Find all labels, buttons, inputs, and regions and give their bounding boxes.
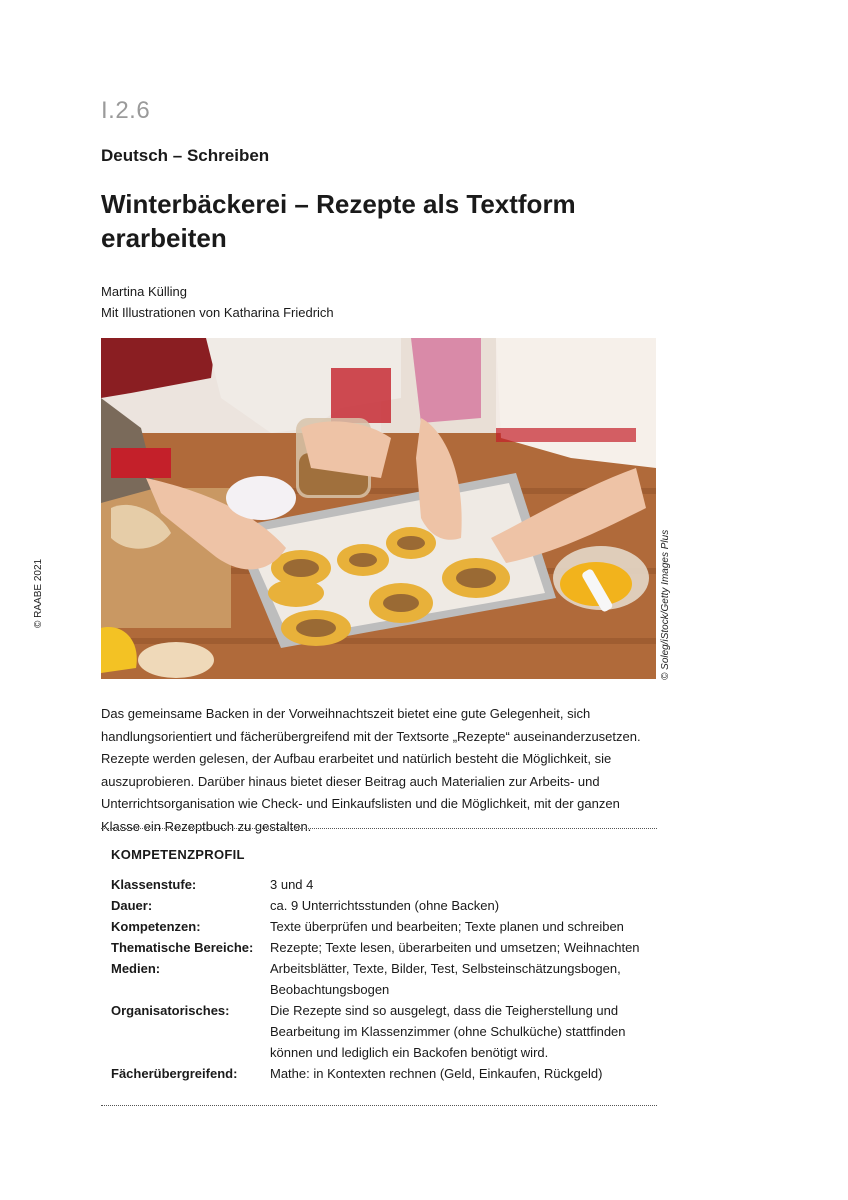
profile-row [111,874,651,895]
illustrator-credit: Mit Illustrationen von Katharina Friedrich [101,305,334,320]
author-name: Martina Külling [101,284,187,299]
author-block [101,281,334,323]
profile-key: Klassenstufe: [111,877,197,892]
profile-value: Die Rezepte sind so ausgelegt, dass die Teigherstellung und Bearbeitung im Klassenzimmer (ohne Schulküche) stattfinden können und lediglich ein Backofen benötigt wird. [270,1003,626,1060]
photo-credit: © Soleg/iStock/Getty Images Plus [660,529,671,680]
profile-key: Thematische Bereiche: [111,940,254,955]
profile-row [111,916,651,937]
profile-key: Dauer: [111,898,153,913]
profile-row [111,937,651,958]
profile-row [111,895,651,916]
profile-key: Medien: [111,961,161,976]
profile-row [111,1063,651,1084]
intro-paragraph: Das gemeinsame Backen in der Vorweihnachtszeit bietet eine gute Gelegenheit, sich handlungsorientiert und fächerübergreifend mit der Textsorte „Rezepte“ auseinanderzusetzen. Rezepte werden gelesen, der Aufbau erarbeitet und natürlich besteht die Möglichkeit, sie auszuprobieren. Darüber hinaus bietet dieser Beitrag auch Materialien zur Arbeits- und Unterrichtsorganisation wie Check- und Einkaufslisten und die Möglichkeit, mit der ganzen Klasse ein Rezeptbuch zu gestalten. [101,706,641,834]
profile-value: ca. 9 Unterrichtsstunden (ohne Backen) [270,898,500,913]
document-title: Winterbäckerei – Rezepte als Textform erarbeiten [101,189,576,253]
profile-value: Texte überprüfen und bearbeiten; Texte planen und schreiben [270,919,624,934]
baking-photo [101,338,656,679]
profile-value: 3 und 4 [270,877,314,892]
side-copyright: © RAABE 2021 [33,558,44,628]
competence-profile-heading: KOMPETENZPROFIL [111,847,245,862]
dotted-divider-top [101,828,657,829]
competence-profile-table [111,874,651,1084]
profile-key: Organisatorisches: [111,1003,230,1018]
section-number: I.2.6 [101,97,151,124]
profile-row [111,1000,651,1063]
subject-heading: Deutsch – Schreiben [101,146,270,165]
profile-key: Fächerübergreifend: [111,1066,238,1081]
profile-value: Mathe: in Kontexten rechnen (Geld, Einkaufen, Rückgeld) [270,1066,603,1081]
profile-row [111,958,651,1000]
profile-value: Arbeitsblätter, Texte, Bilder, Test, Selbsteinschätzungsbogen, Beobachtungsbogen [270,961,621,997]
dotted-divider-bottom [101,1105,657,1106]
profile-value: Rezepte; Texte lesen, überarbeiten und umsetzen; Weihnachten [270,940,640,955]
profile-key: Kompetenzen: [111,919,201,934]
